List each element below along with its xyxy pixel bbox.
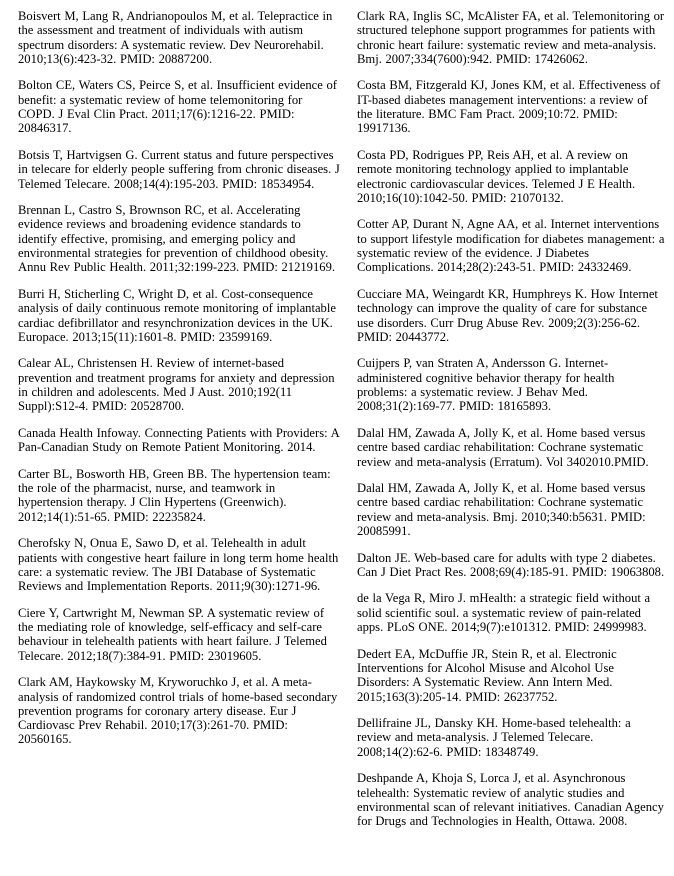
references-column-left xyxy=(18,9,340,876)
reference-item: Dellifraine JL, Dansky KH. Home-based telehealth: a review and meta-analysis. J Telemed Telecare. 2008;14(2):62-6. PMID: 18348749. xyxy=(357,716,631,759)
reference-item: Bolton CE, Waters CS, Peirce S, et al. Insufficient evidence of benefit: a systematic review of home telemonitoring for COPD. J Eval Clin Pract. 2011;17(6):1216-22. PMID: 20846317. xyxy=(18,78,337,136)
reference-item: Dalton JE. Web-based care for adults with type 2 diabetes. Can J Diet Pract Res. 2008;69(4):185-91. PMID: 19063808. xyxy=(357,550,665,579)
reference-item: Costa BM, Fitzgerald KJ, Jones KM, et al. Effectiveness of IT-based diabetes management interventions: a review of the literature. BMC Fam Pract. 2009;10:72. PMID: 19917136. xyxy=(357,78,661,136)
reference-item: Dalal HM, Zawada A, Jolly K, et al. Home based versus centre based cardiac rehabilitation: Cochrane systematic review and meta-analysis (Erratum). Vol 3402010.PMID. xyxy=(357,425,649,469)
reference-item: Canada Health Infoway. Connecting Patients with Providers: A Pan-Canadian Study on Remote Patient Monitoring. 2014. xyxy=(18,425,339,455)
reference-item: Boisvert M, Lang R, Andrianopoulos M, et al. Telepractice in the assessment and treatment of individuals with autism spectrum disorders: A systematic review. Dev Neurorehabil. 2010;13(6):423-32. PMID: 20887200. xyxy=(18,9,333,66)
reference-item: Brennan L, Castro S, Brownson RC, et al. Accelerating evidence reviews and broadening evidence standards to identify effective, promising, and emerging policy and environmental strategies for prevention of childhood obesity. Annu Rev Public Health. 2011;32:199-223. PMID: 21219169. xyxy=(18,203,336,275)
reference-item: Cherofsky N, Onua E, Sawo D, et al. Telehealth in adult patients with congestive heart failure in long term home health care: a systematic review. The JBI Database of Systematic Reviews and Implementation Reports. 2011;9(30):1271-96. xyxy=(18,536,339,594)
reference-item: Clark AM, Haykowsky M, Kryworuchko J, et al. A meta-analysis of randomized control trials of home-based secondary prevention programs for coronary artery disease. Eur J Cardiovasc Prev Rehabil. 2010;17(3):261-70. PMID: 20560165. xyxy=(18,675,338,747)
reference-item: Ciere Y, Cartwright M, Newman SP. A systematic review of the mediating role of knowledge, self-efficacy and self-care behaviour in telehealth patients with heart failure. J Telemed Telecare. 2012;18(7):384-91. PMID: 23019605. xyxy=(18,605,327,663)
reference-item: Dalal HM, Zawada A, Jolly K, et al. Home based versus centre based cardiac rehabilitation: Cochrane systematic review and meta-analysis. Bmj. 2010;340:b5631. PMID: 20085991. xyxy=(357,481,646,538)
reference-item: Deshpande A, Khoja S, Lorca J, et al. Asynchronous telehealth: Systematic review of analytic studies and environmental scan of relevant initiatives. Canadian Agency for Drugs and Technologies in Health, Ottawa. 2008. xyxy=(357,771,664,829)
reference-item: de la Vega R, Miro J. mHealth: a strategic field without a solid scientific soul. a systematic review of pain-related apps. PLoS ONE. 2014;9(7):e101312. PMID: 24999983. xyxy=(357,591,651,635)
reference-item: Dedert EA, McDuffie JR, Stein R, et al. Electronic Interventions for Alcohol Misuse and Alcohol Use Disorders: A Systematic Review. Ann Intern Med. 2015;163(3):205-14. PMID: 26237752. xyxy=(357,646,617,704)
reference-item: Costa PD, Rodrigues PP, Reis AH, et al. A review on remote monitoring technology applied to implantable electronic cardiovascular devices. Telemed J E Health. 2010;16(10):1042-50. PMID: 21070132. xyxy=(357,147,636,205)
reference-item: Calear AL, Christensen H. Review of internet-based prevention and treatment programs for anxiety and depression in children and adolescents. Med J Aust. 2010;192(11 Suppl):S12-4. PMID: 20528700. xyxy=(18,356,335,414)
reference-item: Clark RA, Inglis SC, McAlister FA, et al. Telemonitoring or structured telephone support programmes for patients with chronic heart failure: systematic review and meta-analysis. Bmj. 2007;334(7600):942. PMID: 17426062. xyxy=(357,9,665,66)
references-column-right xyxy=(357,9,666,876)
reference-item: Cotter AP, Durant N, Agne AA, et al. Internet interventions to support lifestyle modification for diabetes management: a systematic review of the evidence. J Diabetes Complications. 2014;28(2):243-51. PMID: 24332469. xyxy=(357,217,665,275)
reference-item: Botsis T, Hartvigsen G. Current status and future perspectives in telecare for elderly people suffering from chronic diseases. J Telemed Telecare. 2008;14(4):195-203. PMID: 18534954. xyxy=(18,147,340,191)
reference-item: Burri H, Sticherling C, Wright D, et al. Cost-consequence analysis of daily continuous remote monitoring of implantable cardiac defibrillator and resynchronization devices in the UK. Europace. 2013;15(11):1601-8. PMID: 23599169. xyxy=(18,286,336,344)
reference-item: Cuijpers P, van Straten A, Andersson G. Internet-administered cognitive behavior therapy for health problems: a systematic review. J Behav Med. 2008;31(2):169-77. PMID: 18165893. xyxy=(357,356,615,414)
reference-item: Cucciare MA, Weingardt KR, Humphreys K. How Internet technology can improve the quality of care for substance use disorders. Curr Drug Abuse Rev. 2009;2(3):256-62. PMID: 20443772. xyxy=(357,286,658,344)
reference-item: Carter BL, Bosworth HB, Green BB. The hypertension team: the role of the pharmacist, nurse, and teamwork in hypertension therapy. J Clin Hypertens (Greenwich). 2012;14(1):51-65. PMID: 22235824. xyxy=(18,466,331,524)
